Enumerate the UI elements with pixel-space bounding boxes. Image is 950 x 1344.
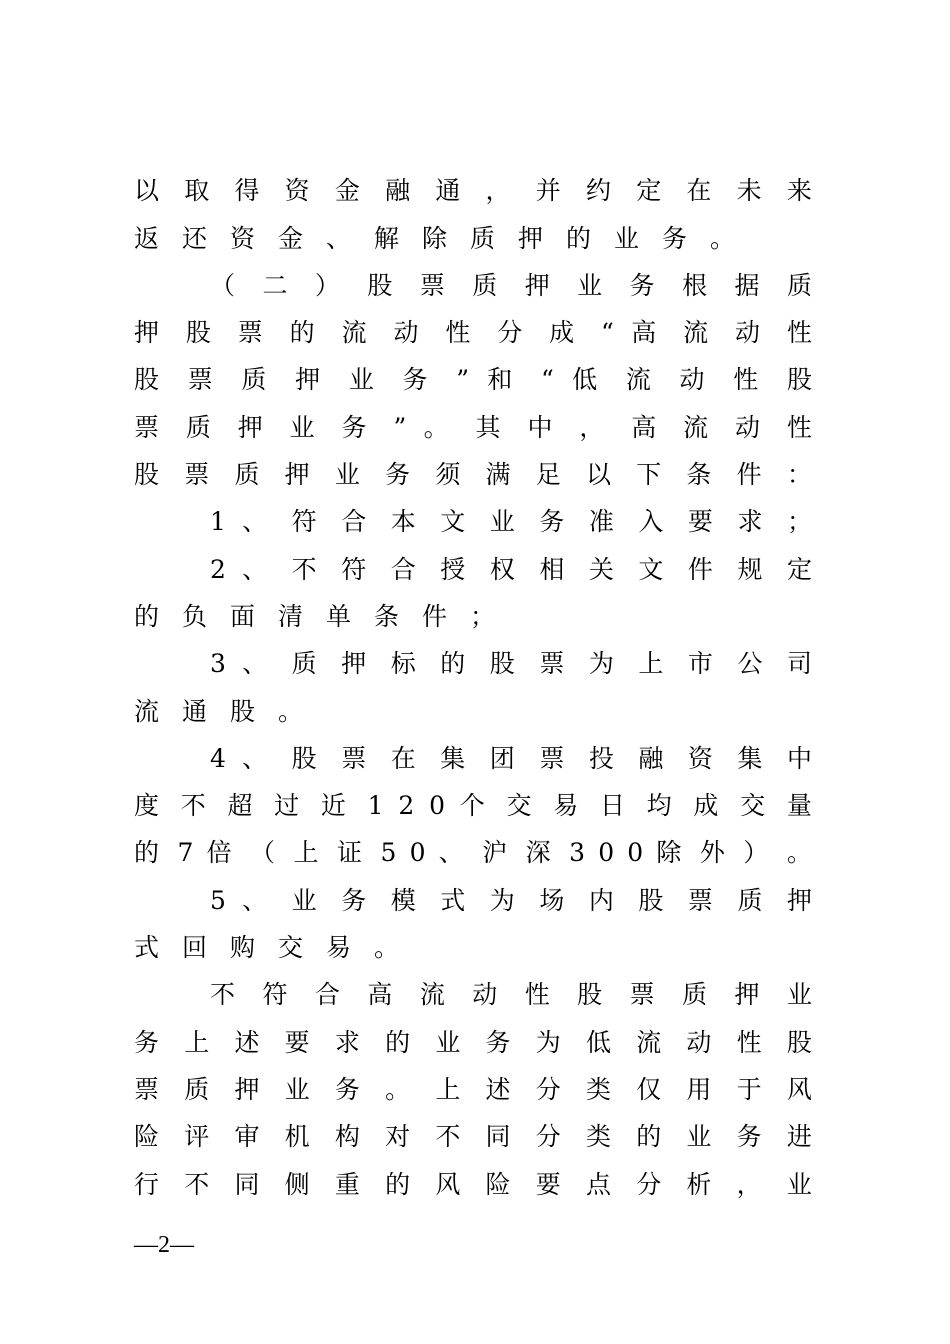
list-item-line: 3 、 质 押 标 的 股 票 为 上 市 公 司 bbox=[210, 649, 812, 678]
list-item-line: 的 7 倍 （ 上 证 5 0 、 沪 深 3 0 0 除 外 ） 。 bbox=[134, 838, 812, 867]
body-line: 险 评 审 机 构 对 不 同 分 类 的 业 务 进 bbox=[134, 1122, 812, 1151]
list-item-line: 度 不 超 过 近 1 2 0 个 交 易 日 均 成 交 量 bbox=[134, 791, 812, 820]
page-number: —2— bbox=[134, 1232, 194, 1258]
list-item-line: 1 、 符 合 本 文 业 务 准 入 要 求 ； bbox=[210, 507, 812, 536]
body-line: 不 符 合 高 流 动 性 股 票 质 押 业 bbox=[210, 980, 812, 1009]
list-item-line: 5 、 业 务 模 式 为 场 内 股 票 质 押 bbox=[210, 886, 812, 915]
body-line: 以 取 得 资 金 融 通 ， 并 约 定 在 未 来 bbox=[134, 176, 812, 205]
body-line: 股 票 质 押 业 务 ” 和 “ 低 流 动 性 股 bbox=[134, 365, 812, 394]
section-heading-line: （ 二 ） 股 票 质 押 业 务 根 据 质 bbox=[210, 271, 812, 300]
body-line: 股 票 质 押 业 务 须 满 足 以 下 条 件 ： bbox=[134, 460, 812, 489]
body-line: 票 质 押 业 务 ” 。 其 中 ， 高 流 动 性 bbox=[134, 413, 812, 442]
list-item-line: 流通股。 bbox=[134, 697, 327, 726]
list-item-line: 式回购交易。 bbox=[134, 933, 423, 962]
list-item-line: 的负面清单条件； bbox=[134, 602, 519, 631]
body-line: 行 不 同 侧 重 的 风 险 要 点 分 析 ， 业 bbox=[134, 1170, 812, 1199]
body-line: 返还资金、解除质押的业务。 bbox=[134, 224, 759, 253]
body-line: 押 股 票 的 流 动 性 分 成 “ 高 流 动 性 bbox=[134, 318, 812, 347]
list-item-line: 2 、 不 符 合 授 权 相 关 文 件 规 定 bbox=[210, 555, 812, 584]
body-line: 务 上 述 要 求 的 业 务 为 低 流 动 性 股 bbox=[134, 1028, 812, 1057]
body-line: 票 质 押 业 务 。 上 述 分 类 仅 用 于 风 bbox=[134, 1075, 812, 1104]
list-item-line: 4 、 股 票 在 集 团 票 投 融 资 集 中 bbox=[210, 744, 812, 773]
